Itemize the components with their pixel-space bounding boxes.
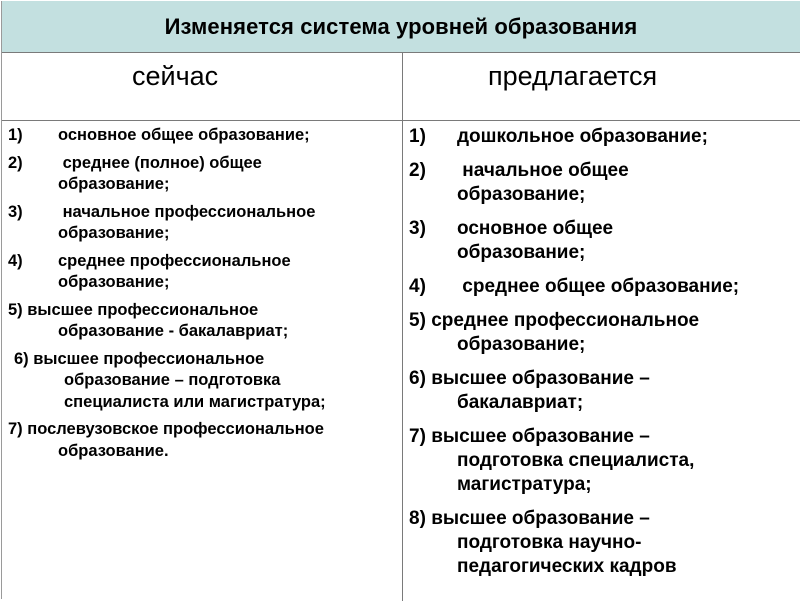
- item-number: 6): [14, 349, 29, 368]
- item-number: 2): [409, 160, 426, 181]
- item-line: среднее (полное) общее: [58, 153, 262, 172]
- item-number: 4): [8, 251, 23, 270]
- list-item: [409, 125, 799, 149]
- item-text: [58, 153, 398, 196]
- column-header-proposed: предлагается: [488, 61, 658, 91]
- item-number: 6): [409, 368, 426, 389]
- list-item: [409, 425, 799, 497]
- list-item: [8, 251, 398, 294]
- item-line: основное общее: [457, 218, 614, 239]
- item-line: высшее образование –: [431, 426, 650, 447]
- list-item: [409, 309, 799, 357]
- item-line: педагогических кадров: [457, 556, 677, 577]
- list-item: [8, 349, 398, 414]
- item-line: образование;: [58, 273, 170, 291]
- item-line: подготовка специалиста,: [457, 450, 695, 471]
- proposed-levels-list: [409, 125, 799, 589]
- item-number: 7): [409, 426, 426, 447]
- item-number: 7): [8, 420, 23, 438]
- item-line: начальное профессиональное: [58, 202, 316, 221]
- item-number: 1): [8, 126, 23, 144]
- list-item: [8, 153, 398, 196]
- item-line: дошкольное образование;: [457, 126, 708, 147]
- item-line: основное общее образование;: [58, 126, 310, 144]
- list-item: [8, 125, 398, 147]
- item-number: 4): [409, 276, 426, 297]
- item-line: послевузовское профессиональное: [27, 420, 324, 438]
- list-item: [8, 419, 398, 462]
- item-line: образование;: [457, 184, 586, 205]
- list-item: [409, 367, 799, 415]
- item-line: высшее образование –: [431, 508, 650, 529]
- item-line: подготовка научно-: [457, 532, 642, 553]
- item-number: 5): [409, 310, 426, 331]
- item-line: высшее образование –: [431, 368, 650, 389]
- item-text: [457, 125, 799, 149]
- list-item: [409, 159, 799, 207]
- item-text: [58, 125, 398, 147]
- list-item: [409, 507, 799, 579]
- item-line: образование - бакалавриат;: [58, 322, 289, 340]
- item-text: [457, 275, 799, 299]
- item-number: 8): [409, 508, 426, 529]
- column-header-row: [2, 53, 800, 121]
- current-levels-list: [8, 125, 398, 468]
- item-number: 3): [409, 218, 426, 239]
- item-number: 1): [409, 126, 426, 147]
- item-line: бакалавриат;: [457, 392, 584, 413]
- item-text: [58, 251, 398, 294]
- item-line: высшее профессиональное: [33, 349, 265, 368]
- list-item: [409, 217, 799, 265]
- item-line: специалиста или магистратура;: [64, 392, 326, 411]
- comparison-table: [1, 1, 799, 599]
- item-line: начальное общее: [457, 160, 629, 181]
- item-line: образование – подготовка: [64, 371, 281, 389]
- item-line: образование.: [58, 441, 169, 460]
- item-number: 2): [8, 153, 23, 172]
- list-item: [8, 202, 398, 245]
- title-row: [2, 1, 800, 53]
- item-text: [457, 159, 799, 207]
- item-line: среднее профессиональное: [58, 251, 291, 270]
- item-line: образование;: [457, 334, 586, 355]
- item-line: образование;: [457, 242, 586, 263]
- item-line: магистратура;: [457, 474, 592, 495]
- item-line: образование;: [58, 224, 170, 242]
- list-item: [409, 275, 799, 299]
- item-text: [58, 202, 398, 245]
- list-item: [8, 300, 398, 343]
- item-text: [457, 217, 799, 265]
- item-number: 3): [8, 202, 23, 221]
- item-line: высшее профессиональное: [27, 300, 259, 319]
- item-number: 5): [8, 300, 23, 319]
- column-divider: [402, 53, 403, 601]
- column-header-now: сейчас: [132, 61, 219, 91]
- item-line: среднее общее образование;: [457, 276, 740, 297]
- item-line: среднее профессиональное: [431, 310, 700, 331]
- table-title: Изменяется система уровней образования: [164, 13, 638, 39]
- item-line: образование;: [58, 175, 170, 193]
